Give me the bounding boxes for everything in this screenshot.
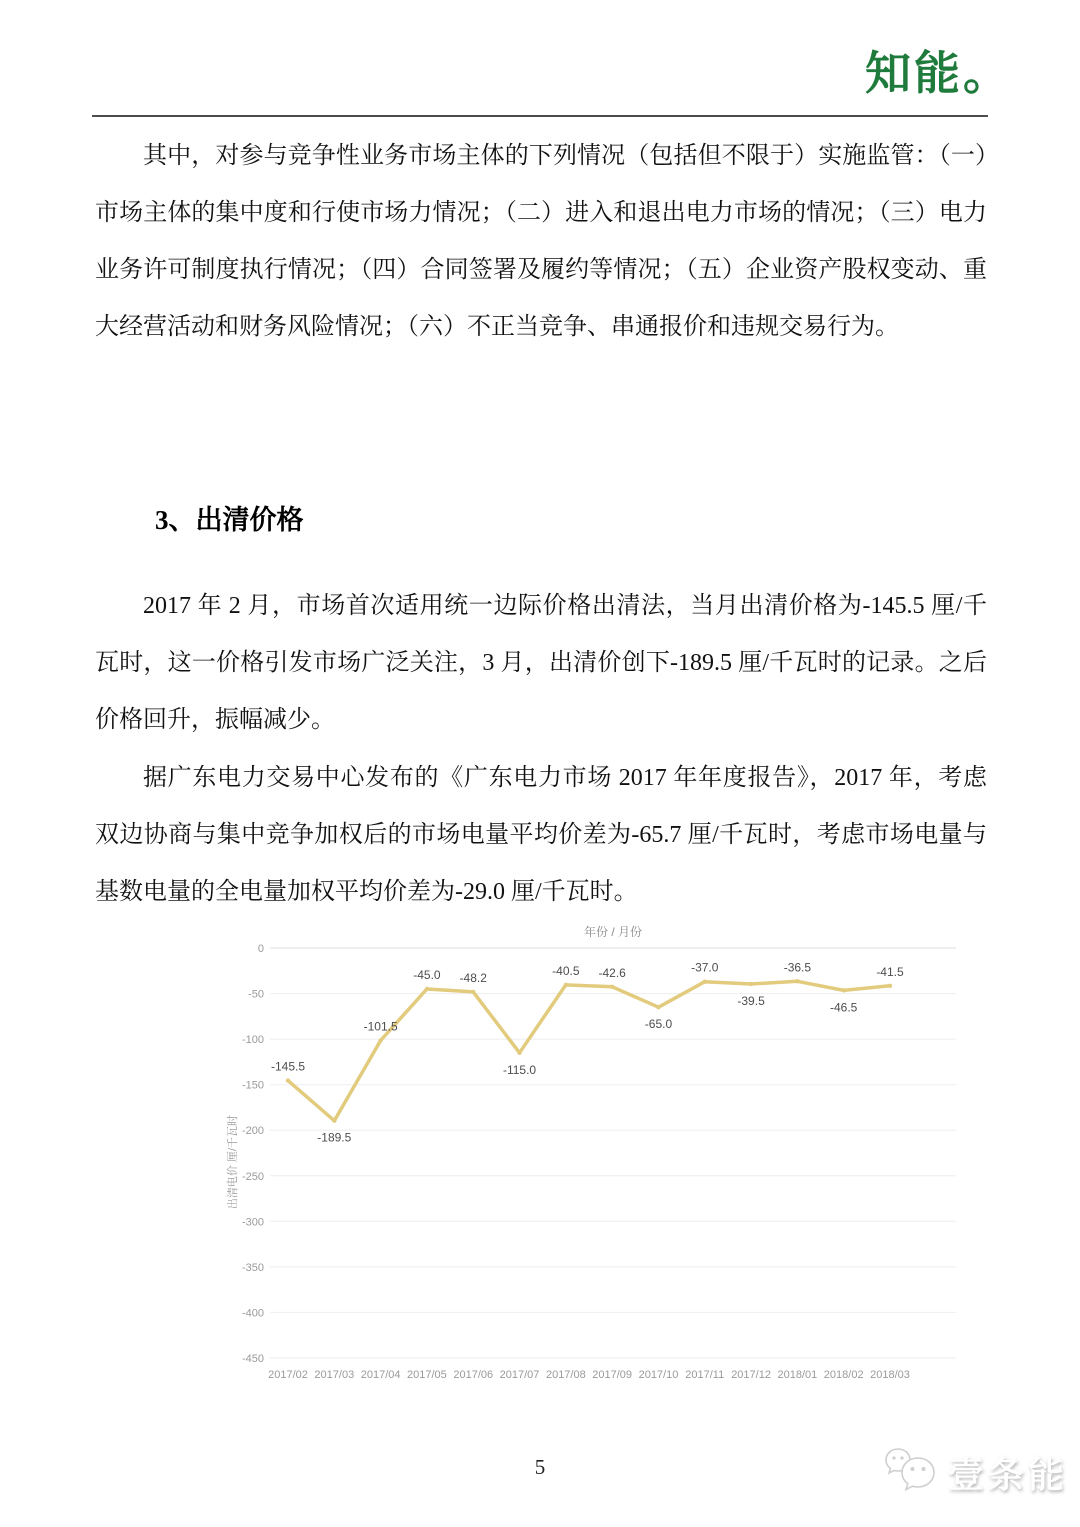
svg-text:2017/06: 2017/06 (453, 1369, 494, 1381)
svg-text:-45.0: -45.0 (413, 968, 441, 982)
svg-text:2018/03: 2018/03 (870, 1369, 910, 1381)
watermark (884, 1444, 1068, 1501)
svg-text:-37.0: -37.0 (691, 960, 719, 975)
svg-text:-189.5: -189.5 (317, 1130, 352, 1145)
svg-text:-150: -150 (241, 1079, 264, 1092)
svg-text:-145.5: -145.5 (270, 1059, 306, 1074)
svg-text:-48.2: -48.2 (459, 970, 487, 985)
clearing-price-chart (226, 922, 966, 1394)
svg-text:-300: -300 (241, 1216, 264, 1229)
svg-text:-42.6: -42.6 (598, 965, 626, 980)
svg-text:2017/11: 2017/11 (685, 1369, 725, 1381)
page-number: 5 (534, 1455, 546, 1479)
svg-text:-101.5: -101.5 (363, 1019, 398, 1034)
svg-text:-50: -50 (248, 988, 264, 1001)
svg-text:-115.0: -115.0 (502, 1062, 537, 1077)
section-heading-clearing-price: 3、出清价格 (155, 505, 304, 535)
paragraph-supervision: 其中，对参与竞争性业务市场主体的下列情况（包括但不限于）实施监管：（一）市场主体的集中度和行使市场力情况；（二）进入和退出电力市场的情况；（三）电力业务许可制度执行情况；（四）合同签署及履约等情况；（五）企业资产股权变动、重大经营活动和财务风险情况；（六）不正当竞争、串通报价和违规交易行为。 (95, 143, 987, 340)
svg-text:2017/02: 2017/02 (268, 1369, 308, 1381)
paragraph-clearing-price: 2017 年 2 月，市场首次适用统一边际价格出清法，当月出清价格为-145.5 厘/千瓦时，这一价格引发市场广泛关注，3 月，出清价创下-189.5 厘/千瓦时的记录。之后价格回升，振幅减少。 (95, 593, 987, 733)
svg-text:2017/04: 2017/04 (360, 1369, 401, 1381)
svg-text:-200: -200 (241, 1125, 264, 1138)
svg-text:-100: -100 (241, 1034, 264, 1047)
svg-text:-36.5: -36.5 (783, 960, 812, 975)
svg-text:-39.5: -39.5 (737, 993, 765, 1008)
svg-text:2017/03: 2017/03 (314, 1369, 355, 1381)
zhineng-logo: 知能。 (865, 47, 1012, 99)
wechat-icon (884, 1444, 938, 1501)
svg-text:-65.0: -65.0 (644, 1017, 673, 1032)
svg-text:-350: -350 (241, 1261, 264, 1274)
svg-text:2017/07: 2017/07 (499, 1369, 540, 1381)
svg-text:-400: -400 (241, 1307, 264, 1320)
svg-text:0: 0 (257, 943, 264, 955)
svg-text:出清电价 厘/千瓦时: 出清电价 厘/千瓦时 (227, 1114, 239, 1210)
svg-text:-250: -250 (241, 1170, 264, 1183)
svg-text:-41.5: -41.5 (876, 964, 904, 979)
header-divider (92, 115, 988, 117)
paragraph-annual-report: 据广东电力交易中心发布的《广东电力市场 2017 年年度报告》，2017 年，考虑双边协商与集中竞争加权后的市场电量平均价差为-65.7 厘/千瓦时，考虑市场电量与基数电量的全电量加权平均价差为-29.0 厘/千瓦时。 (95, 765, 987, 905)
svg-text:年份 / 月份: 年份 / 月份 (583, 925, 643, 939)
svg-text:2018/01: 2018/01 (777, 1369, 818, 1381)
svg-text:-450: -450 (241, 1353, 264, 1365)
svg-text:-40.5: -40.5 (552, 963, 580, 978)
svg-text:2017/08: 2017/08 (545, 1369, 586, 1381)
svg-text:2017/09: 2017/09 (592, 1369, 633, 1381)
svg-text:2018/02: 2018/02 (823, 1369, 864, 1381)
svg-text:2017/10: 2017/10 (638, 1369, 679, 1381)
watermark-text: 壹条能 (947, 1454, 1068, 1495)
svg-text:-46.5: -46.5 (830, 1000, 858, 1015)
clearing-price-chart-svg (226, 922, 966, 1394)
svg-text:2017/05: 2017/05 (407, 1369, 447, 1381)
svg-text:2017/12: 2017/12 (731, 1369, 771, 1381)
